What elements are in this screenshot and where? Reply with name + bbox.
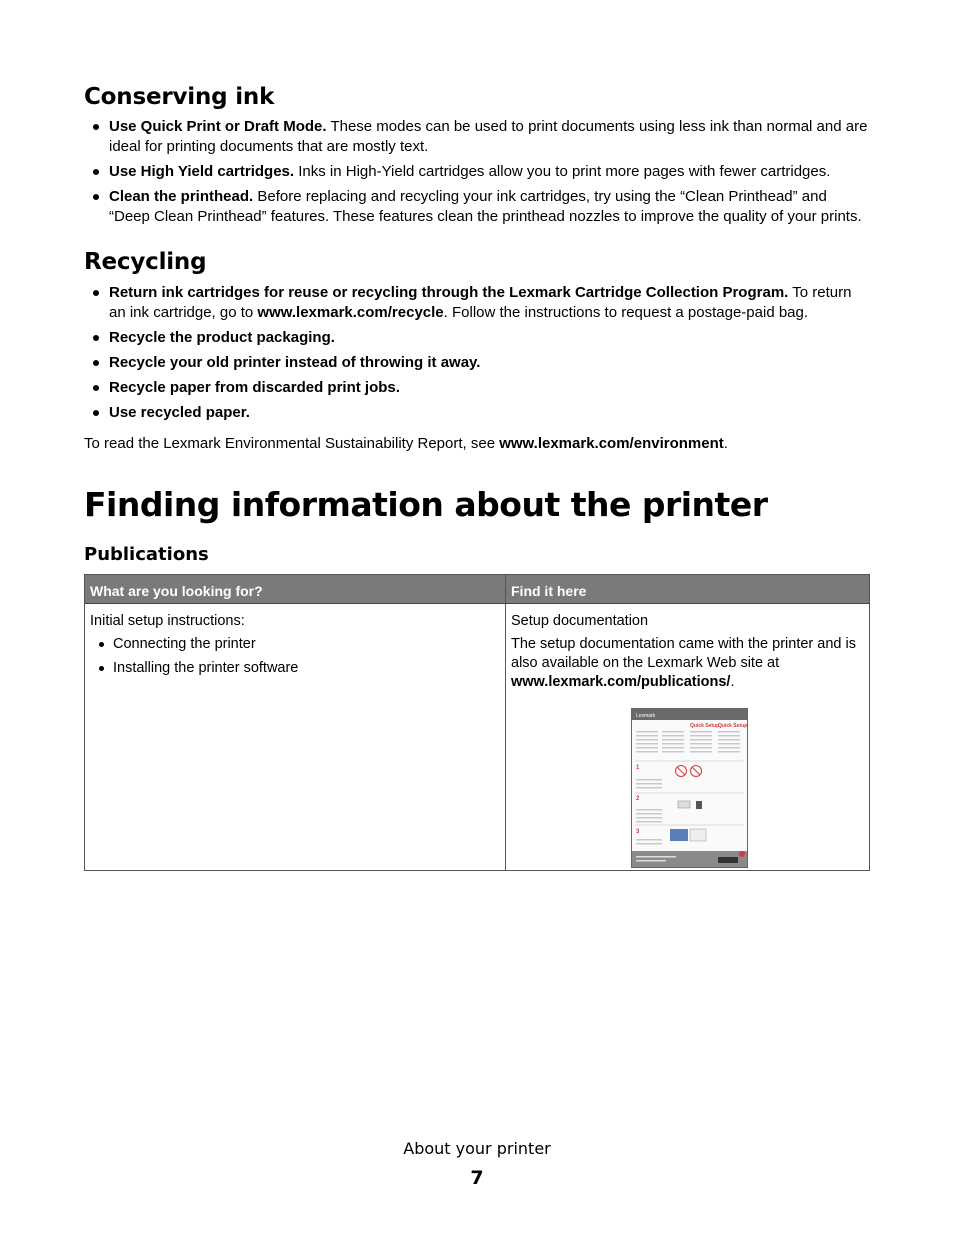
list-item: Use Quick Print or Draft Mode. These modes can be used to print documents using less ink than normal and are ideal for printing documents that are mostly text. <box>84 117 870 157</box>
list-item: Clean the printhead. Before replacing and recycling your ink cartridges, try using the “Clean Printhead” and “Deep Clean Printhead” features. These features clean the printhead nozzles to improve the quality of your prints. <box>84 187 870 227</box>
list-item: Use High Yield cartridges. Inks in High-Yield cartridges allow you to print more pages with fewer cartridges. <box>84 162 870 182</box>
list-item: Return ink cartridges for reuse or recycling through the Lexmark Cartridge Collection Program. To return an ink cartridge, go to www.lexmark.com/recycle. Follow the instructions to request a postage-paid bag. <box>84 283 870 323</box>
page-number: 7 <box>470 1167 484 1189</box>
list-item: Use recycled paper. <box>84 403 870 423</box>
thumb-step: 2 <box>636 796 640 802</box>
setup-sheet-thumbnail <box>631 708 748 868</box>
recycle-link[interactable]: www.lexmark.com/recycle <box>257 304 444 321</box>
table-row <box>85 604 869 870</box>
chapter-title: Finding information about the printer <box>84 485 768 524</box>
recycling-list <box>84 283 870 428</box>
list-item: Recycle paper from discarded print jobs. <box>84 378 870 398</box>
list-item: Connecting the printer <box>90 635 500 654</box>
table-header-cell: What are you looking for? <box>85 575 506 603</box>
thumb-step: 1 <box>636 765 640 771</box>
table-cell: Initial setup instructions: Connecting the printer Installing the printer software <box>85 604 506 870</box>
conserving-ink-list <box>84 117 870 232</box>
publications-table <box>84 574 870 871</box>
environment-link[interactable]: www.lexmark.com/environment <box>499 435 724 452</box>
publications-link[interactable]: www.lexmark.com/publications/ <box>511 674 731 690</box>
table-header <box>85 575 869 604</box>
list-item: Recycle the product packaging. <box>84 328 870 348</box>
thumb-logo: Lexmark <box>636 713 656 719</box>
recycling-heading: Recycling <box>84 249 207 275</box>
conserving-ink-heading: Conserving ink <box>84 84 275 110</box>
footer-title: About your printer <box>403 1139 551 1158</box>
publications-heading: Publications <box>84 544 209 565</box>
table-cell: Setup documentation The setup documentation came with the printer and is also available on the Lexmark Web site at www.lexmark.com/publications/. Lexmark Quick Setup Quick Setup 1 2 3 <box>506 604 869 870</box>
thumb-title: Quick Setup <box>718 723 747 729</box>
sustainability-report-paragraph: To read the Lexmark Environmental Sustainability Report, see www.lexmark.com/environment. <box>84 435 728 452</box>
thumb-title: Quick Setup <box>690 723 720 729</box>
thumb-step: 3 <box>636 829 640 835</box>
list-item: Recycle your old printer instead of throwing it away. <box>84 353 870 373</box>
setup-topics-list <box>90 635 500 678</box>
table-header-cell: Find it here <box>511 583 587 599</box>
list-item: Installing the printer software <box>90 659 500 678</box>
setup-sheet-image <box>632 709 747 867</box>
